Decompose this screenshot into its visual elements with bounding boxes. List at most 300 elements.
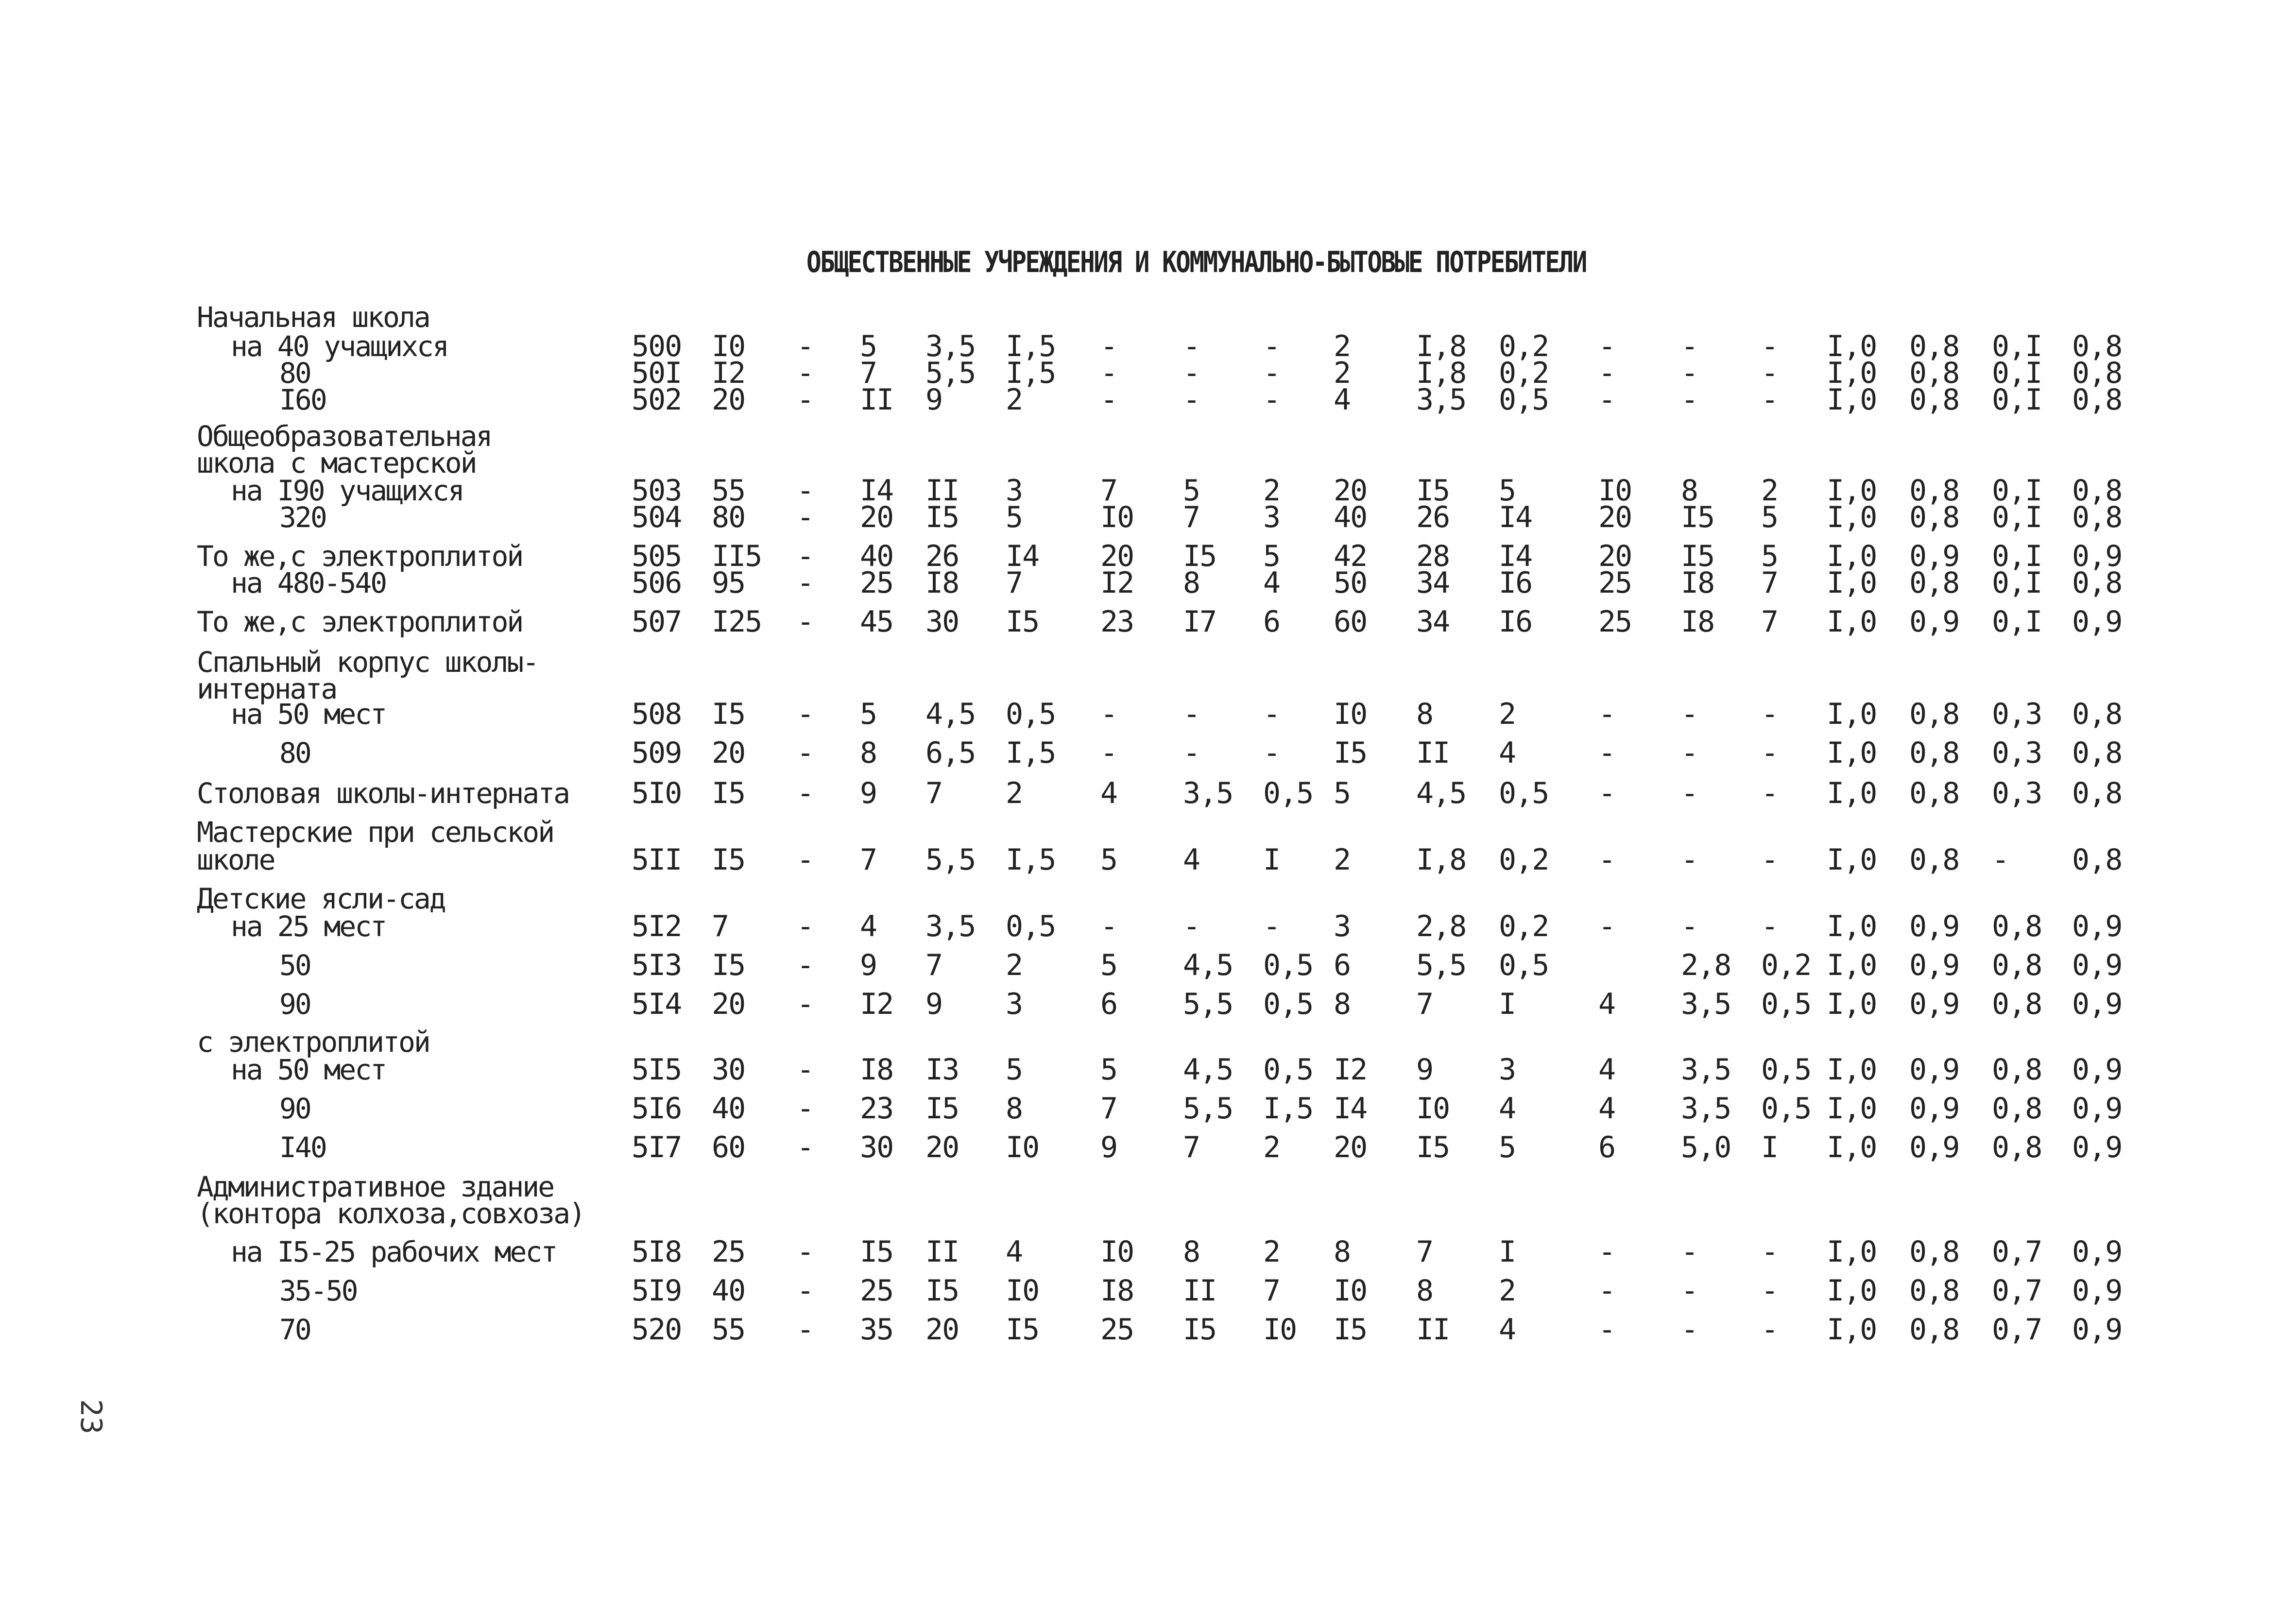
table-cell: 2 xyxy=(1263,1130,1280,1164)
table-cell: I8 xyxy=(925,566,959,600)
table-cell: 4 xyxy=(1598,1092,1615,1126)
table-cell: I,5 xyxy=(1006,356,1056,390)
table-cell: I,0 xyxy=(1827,697,1877,731)
table-cell: 4 xyxy=(1100,776,1117,810)
table-cell: - xyxy=(1681,356,1698,390)
table-cell: 5,5 xyxy=(925,843,976,877)
table-cell: 0,9 xyxy=(2072,1053,2122,1087)
table-cell: 6,5 xyxy=(925,736,976,770)
row-code: 5I0 xyxy=(632,776,682,810)
table-cell: 0,8 xyxy=(1909,500,1959,534)
table-cell: 3 xyxy=(1006,987,1023,1021)
table-cell: 0,8 xyxy=(1909,1274,1959,1308)
table-cell: 20 xyxy=(925,1130,959,1164)
table-cell: 42 xyxy=(1334,539,1367,573)
table-cell: 9 xyxy=(860,948,877,982)
table-cell: 4 xyxy=(1334,383,1351,417)
table-cell: 0,8 xyxy=(2072,843,2122,877)
table-row xyxy=(0,1313,2278,1347)
row-label: на 40 учащихся xyxy=(231,330,448,363)
table-cell: I0 xyxy=(1334,697,1367,731)
group-heading: Начальная школа xyxy=(197,301,429,334)
table-cell: 25 xyxy=(860,1274,893,1308)
table-cell: 0,8 xyxy=(1909,843,1959,877)
table-cell: I5 xyxy=(1681,539,1714,573)
table-cell: 0,8 xyxy=(2072,356,2122,390)
table-cell: 7 xyxy=(925,776,942,810)
table-cell: 25 xyxy=(1598,605,1632,639)
table-cell: 0,9 xyxy=(1909,987,1959,1021)
table-cell: 4,5 xyxy=(925,697,976,731)
table-cell: I7 xyxy=(1183,605,1216,639)
table-cell: 5,5 xyxy=(1183,987,1233,1021)
table-cell: 8 xyxy=(1416,697,1433,731)
table-cell: 7 xyxy=(1416,1235,1433,1269)
table-cell: 2 xyxy=(1334,329,1351,363)
row-code: 5I7 xyxy=(632,1130,682,1164)
table-cell: 4 xyxy=(1598,987,1615,1021)
table-cell: 60 xyxy=(712,1130,745,1164)
table-cell: 0,2 xyxy=(1761,948,1811,982)
table-cell: I,5 xyxy=(1006,736,1056,770)
table-cell: 0,I xyxy=(1992,605,2042,639)
table-cell: - xyxy=(1681,329,1698,363)
table-cell: I,8 xyxy=(1416,843,1466,877)
table-cell: I5 xyxy=(712,948,745,982)
table-cell: - xyxy=(1598,1274,1615,1308)
table-row xyxy=(0,1053,2278,1087)
table-cell: - xyxy=(797,697,814,731)
table-cell: 20 xyxy=(1598,539,1632,573)
table-cell: I0 xyxy=(1416,1092,1450,1126)
table-cell: I0 xyxy=(1334,1274,1367,1308)
table-row xyxy=(0,909,2278,943)
table-cell: 0,I xyxy=(1992,566,2042,600)
table-cell: 4 xyxy=(1499,1313,1516,1347)
table-cell: I6 xyxy=(1499,566,1532,600)
table-cell: 40 xyxy=(712,1092,745,1126)
table-cell: 0,9 xyxy=(1909,909,1959,943)
table-cell: 0,9 xyxy=(2072,1130,2122,1164)
table-cell: 0,9 xyxy=(2072,948,2122,982)
table-cell: 9 xyxy=(1416,1053,1433,1087)
row-label: 90 xyxy=(279,988,310,1021)
table-cell: - xyxy=(1263,383,1280,417)
table-cell: I,0 xyxy=(1827,474,1877,508)
row-code: 5II xyxy=(632,843,682,877)
table-cell: I,0 xyxy=(1827,1053,1877,1087)
table-cell: 5,5 xyxy=(925,356,976,390)
table-cell: 0,8 xyxy=(1909,1235,1959,1269)
page-number: 23 xyxy=(74,1399,108,1435)
table-cell: 7 xyxy=(1183,500,1200,534)
table-cell: - xyxy=(1263,356,1280,390)
table-cell: 4 xyxy=(860,909,877,943)
table-cell: I,8 xyxy=(1416,356,1466,390)
table-cell: 0,8 xyxy=(2072,383,2122,417)
table-cell: 9 xyxy=(925,987,942,1021)
table-cell: 3,5 xyxy=(925,329,976,363)
table-cell: 25 xyxy=(1100,1313,1134,1347)
table-cell: 0,9 xyxy=(1909,1092,1959,1126)
table-row xyxy=(0,605,2278,639)
table-cell: - xyxy=(1100,356,1117,390)
table-cell: 0,8 xyxy=(2072,500,2122,534)
row-code: 5I9 xyxy=(632,1274,682,1308)
table-cell: 26 xyxy=(925,539,959,573)
table-cell: II xyxy=(860,383,893,417)
table-cell: 20 xyxy=(712,736,745,770)
table-cell: - xyxy=(1681,1313,1698,1347)
table-cell: 0,9 xyxy=(2072,987,2122,1021)
table-cell: 0,5 xyxy=(1263,948,1313,982)
table-cell: - xyxy=(1761,843,1778,877)
row-code: 5I3 xyxy=(632,948,682,982)
table-cell: - xyxy=(1100,697,1117,731)
table-cell: I5 xyxy=(925,1274,959,1308)
table-cell: - xyxy=(1761,736,1778,770)
table-cell: - xyxy=(1598,1235,1615,1269)
table-cell: 4 xyxy=(1183,843,1200,877)
table-cell: 0,8 xyxy=(1909,566,1959,600)
table-cell: 0,2 xyxy=(1499,329,1549,363)
row-code: 5I4 xyxy=(632,987,682,1021)
table-cell: I2 xyxy=(1334,1053,1367,1087)
row-code: 520 xyxy=(632,1313,682,1347)
row-code: 506 xyxy=(632,566,682,600)
table-cell: 0,5 xyxy=(1499,383,1549,417)
table-cell: - xyxy=(1681,843,1698,877)
table-cell: 0,8 xyxy=(2072,736,2122,770)
table-cell: I,0 xyxy=(1827,1274,1877,1308)
table-cell: I,0 xyxy=(1827,736,1877,770)
table-cell: - xyxy=(1100,909,1117,943)
table-cell: 34 xyxy=(1416,605,1450,639)
table-cell: 0,5 xyxy=(1761,1053,1811,1087)
table-cell: - xyxy=(1761,1313,1778,1347)
table-cell: - xyxy=(1761,1235,1778,1269)
table-cell: I0 xyxy=(1598,474,1632,508)
table-cell: 4,5 xyxy=(1183,948,1233,982)
table-cell: 7 xyxy=(1100,1092,1117,1126)
table-cell: I4 xyxy=(1006,539,1039,573)
table-cell: II xyxy=(925,474,959,508)
row-label: на 50 мест xyxy=(231,698,386,731)
row-label: Столовая школы-интерната xyxy=(197,777,569,810)
table-cell: 20 xyxy=(712,383,745,417)
table-cell: - xyxy=(797,1092,814,1126)
group-heading: Административное здание xyxy=(197,1170,554,1203)
row-code: 503 xyxy=(632,474,682,508)
table-cell: 30 xyxy=(860,1130,893,1164)
table-cell: 30 xyxy=(925,605,959,639)
table-cell: I8 xyxy=(1681,605,1714,639)
table-cell: 0,5 xyxy=(1761,1092,1811,1126)
group-heading: интерната xyxy=(197,672,337,705)
table-row xyxy=(0,500,2278,534)
table-cell: 40 xyxy=(1334,500,1367,534)
table-cell: 9 xyxy=(860,776,877,810)
table-cell: 0,8 xyxy=(1909,356,1959,390)
table-cell: 0,8 xyxy=(2072,474,2122,508)
table-cell: 40 xyxy=(712,1274,745,1308)
table-cell: - xyxy=(1681,909,1698,943)
table-row xyxy=(0,1130,2278,1164)
group-heading: Детские ясли-сад xyxy=(197,882,445,915)
table-cell: 5 xyxy=(860,329,877,363)
table-cell: I,5 xyxy=(1006,843,1056,877)
row-code: 505 xyxy=(632,539,682,573)
table-cell: - xyxy=(1263,697,1280,731)
table-row xyxy=(0,843,2278,877)
table-cell: - xyxy=(1598,843,1615,877)
table-cell: I2 xyxy=(860,987,893,1021)
table-cell: - xyxy=(1183,356,1200,390)
table-cell: I5 xyxy=(1006,605,1039,639)
row-code: 5I6 xyxy=(632,1092,682,1126)
table-cell: I6 xyxy=(1499,605,1532,639)
row-label: на 480-540 xyxy=(231,566,386,599)
table-cell: 0,9 xyxy=(1909,948,1959,982)
table-cell: I0 xyxy=(712,329,745,363)
table-cell: - xyxy=(797,843,814,877)
table-cell: 3 xyxy=(1499,1053,1516,1087)
table-cell: I,0 xyxy=(1827,605,1877,639)
table-cell: 3 xyxy=(1334,909,1351,943)
table-cell: 5 xyxy=(1761,500,1778,534)
row-code: 500 xyxy=(632,329,682,363)
table-cell: - xyxy=(1681,776,1698,810)
table-cell: 6 xyxy=(1334,948,1351,982)
table-cell: - xyxy=(1992,843,2009,877)
table-cell: - xyxy=(797,776,814,810)
table-cell: 0,I xyxy=(1992,383,2042,417)
table-cell: 7 xyxy=(860,356,877,390)
table-cell: 0,5 xyxy=(1263,987,1313,1021)
row-label: То же,с электроплитой xyxy=(197,605,523,638)
table-cell: II xyxy=(1416,1313,1450,1347)
table-cell: 5 xyxy=(1100,1053,1117,1087)
table-cell: 0,7 xyxy=(1992,1235,2042,1269)
table-cell: - xyxy=(797,736,814,770)
table-cell: 5 xyxy=(1334,776,1351,810)
table-cell: - xyxy=(797,909,814,943)
table-cell: 35 xyxy=(860,1313,893,1347)
table-cell: I25 xyxy=(712,605,762,639)
table-cell: 20 xyxy=(925,1313,959,1347)
page-title: ОБЩЕСТВЕННЫЕ УЧРЕЖДЕНИЯ И КОММУНАЛЬНО-БЫТОВЫЕ ПОТРЕБИТЕЛИ xyxy=(806,245,1586,279)
table-cell: 55 xyxy=(712,1313,745,1347)
table-cell: 5 xyxy=(1761,539,1778,573)
table-cell: - xyxy=(1681,383,1698,417)
table-cell: - xyxy=(1681,1274,1698,1308)
table-cell: I,0 xyxy=(1827,776,1877,810)
table-cell: 2 xyxy=(1006,383,1023,417)
row-code: 5I8 xyxy=(632,1235,682,1269)
table-cell: 0,9 xyxy=(2072,1313,2122,1347)
row-label: То же,с электроплитой xyxy=(197,540,523,573)
table-cell: 0,9 xyxy=(2072,539,2122,573)
table-cell: 0,8 xyxy=(1992,1092,2042,1126)
table-cell: 3 xyxy=(1263,500,1280,534)
table-cell: 0,8 xyxy=(2072,329,2122,363)
table-cell: I4 xyxy=(860,474,893,508)
table-cell: 95 xyxy=(712,566,745,600)
table-cell: - xyxy=(797,566,814,600)
table-cell: II xyxy=(1183,1274,1216,1308)
table-cell: 2 xyxy=(1263,474,1280,508)
table-row xyxy=(0,697,2278,731)
table-cell: - xyxy=(797,474,814,508)
table-cell: I,0 xyxy=(1827,987,1877,1021)
table-cell: 20 xyxy=(1100,539,1134,573)
table-cell: 0,8 xyxy=(1909,776,1959,810)
table-cell: 23 xyxy=(860,1092,893,1126)
table-cell: 0,I xyxy=(1992,356,2042,390)
table-cell: - xyxy=(1598,329,1615,363)
table-row xyxy=(0,1274,2278,1308)
table-cell: - xyxy=(1598,356,1615,390)
table-cell: I,0 xyxy=(1827,329,1877,363)
table-cell: 80 xyxy=(712,500,745,534)
table-cell: 4,5 xyxy=(1416,776,1466,810)
table-cell: - xyxy=(1598,697,1615,731)
table-cell: - xyxy=(1598,1313,1615,1347)
table-cell: I5 xyxy=(925,500,959,534)
table-cell: 0,9 xyxy=(1909,1130,1959,1164)
table-cell: 3,5 xyxy=(1681,1053,1731,1087)
table-cell: I,0 xyxy=(1827,1092,1877,1126)
table-cell: 0,8 xyxy=(2072,566,2122,600)
table-cell: 0,5 xyxy=(1263,776,1313,810)
table-cell: I5 xyxy=(1183,539,1216,573)
table-cell: II5 xyxy=(712,539,762,573)
table-cell: 55 xyxy=(712,474,745,508)
table-cell: 0,8 xyxy=(2072,776,2122,810)
table-cell: 0,9 xyxy=(2072,1092,2122,1126)
table-cell: 45 xyxy=(860,605,893,639)
table-cell: 7 xyxy=(1761,566,1778,600)
table-cell: I8 xyxy=(1100,1274,1134,1308)
table-cell: I5 xyxy=(1183,1313,1216,1347)
table-cell: 5 xyxy=(1100,843,1117,877)
table-cell: 0,5 xyxy=(1499,776,1549,810)
row-label: 90 xyxy=(279,1092,310,1125)
table-cell: 5 xyxy=(1499,474,1516,508)
table-cell: 0,8 xyxy=(1992,1053,2042,1087)
table-cell: - xyxy=(1681,697,1698,731)
table-cell: 30 xyxy=(712,1053,745,1087)
table-cell: 3,5 xyxy=(1416,383,1466,417)
row-label: 80 xyxy=(279,736,310,769)
table-cell: - xyxy=(1100,329,1117,363)
table-cell: I5 xyxy=(712,776,745,810)
table-cell: 20 xyxy=(1334,474,1367,508)
table-cell: 7 xyxy=(1100,474,1117,508)
table-row xyxy=(0,1235,2278,1269)
table-cell: I2 xyxy=(712,356,745,390)
table-cell: I2 xyxy=(1100,566,1134,600)
table-cell: 8 xyxy=(1183,1235,1200,1269)
row-code: 5I2 xyxy=(632,909,682,943)
table-cell: 5 xyxy=(1263,539,1280,573)
table-cell: 50 xyxy=(1334,566,1367,600)
row-label: школе xyxy=(197,843,274,876)
table-cell: - xyxy=(797,1313,814,1347)
table-cell: 3,5 xyxy=(1681,1092,1731,1126)
row-label: 80 xyxy=(279,357,310,390)
table-cell: 7 xyxy=(860,843,877,877)
table-cell: - xyxy=(797,987,814,1021)
table-cell: I,0 xyxy=(1827,566,1877,600)
table-cell: I,5 xyxy=(1006,329,1056,363)
table-cell: - xyxy=(1681,1235,1698,1269)
table-cell: I8 xyxy=(860,1053,893,1087)
table-cell: 5,5 xyxy=(1183,1092,1233,1126)
table-cell: - xyxy=(1761,1274,1778,1308)
table-cell: 4,5 xyxy=(1183,1053,1233,1087)
row-label: на I90 учащихся xyxy=(231,474,463,507)
table-cell: I5 xyxy=(1681,500,1714,534)
row-code: 502 xyxy=(632,383,682,417)
table-cell: - xyxy=(1761,383,1778,417)
table-cell: 3 xyxy=(1006,474,1023,508)
table-cell: - xyxy=(1761,697,1778,731)
row-label: 70 xyxy=(279,1313,310,1346)
table-cell: I0 xyxy=(1006,1274,1039,1308)
table-cell: I5 xyxy=(925,1092,959,1126)
table-cell: 2,8 xyxy=(1681,948,1731,982)
table-cell: 5 xyxy=(1183,474,1200,508)
table-cell: I4 xyxy=(1499,500,1532,534)
table-cell: 0,9 xyxy=(2072,1274,2122,1308)
table-cell: 9 xyxy=(925,383,942,417)
table-row xyxy=(0,568,2278,598)
table-cell: I4 xyxy=(1499,539,1532,573)
table-cell: 60 xyxy=(1334,605,1367,639)
table-cell: 7 xyxy=(712,909,729,943)
table-cell: 5,0 xyxy=(1681,1130,1731,1164)
row-label: I40 xyxy=(279,1131,326,1164)
table-cell: I xyxy=(1499,1235,1516,1269)
table-cell: - xyxy=(1183,329,1200,363)
table-cell: - xyxy=(797,1274,814,1308)
table-cell: 2 xyxy=(1334,843,1351,877)
table-cell: 0,I xyxy=(1992,329,2042,363)
table-cell: 0,I xyxy=(1992,474,2042,508)
table-cell: 4 xyxy=(1499,736,1516,770)
row-label: I60 xyxy=(279,383,326,416)
table-cell: 5 xyxy=(1100,948,1117,982)
group-heading: Мастерские при сельской xyxy=(197,816,554,849)
table-cell: 0,5 xyxy=(1006,909,1056,943)
table-cell: I,0 xyxy=(1827,539,1877,573)
table-cell: II xyxy=(1416,736,1450,770)
table-cell: 34 xyxy=(1416,566,1450,600)
table-cell: I,0 xyxy=(1827,909,1877,943)
table-cell: I5 xyxy=(1006,1313,1039,1347)
table-cell: I xyxy=(1499,987,1516,1021)
table-cell: - xyxy=(797,383,814,417)
table-cell: 0,8 xyxy=(1909,736,1959,770)
table-cell: 25 xyxy=(1598,566,1632,600)
table-cell: 0,3 xyxy=(1992,736,2042,770)
table-cell: 2 xyxy=(1761,474,1778,508)
table-cell: 0,9 xyxy=(2072,909,2122,943)
table-cell: 0,2 xyxy=(1499,356,1549,390)
table-cell: 8 xyxy=(1416,1274,1433,1308)
table-cell: - xyxy=(797,1053,814,1087)
